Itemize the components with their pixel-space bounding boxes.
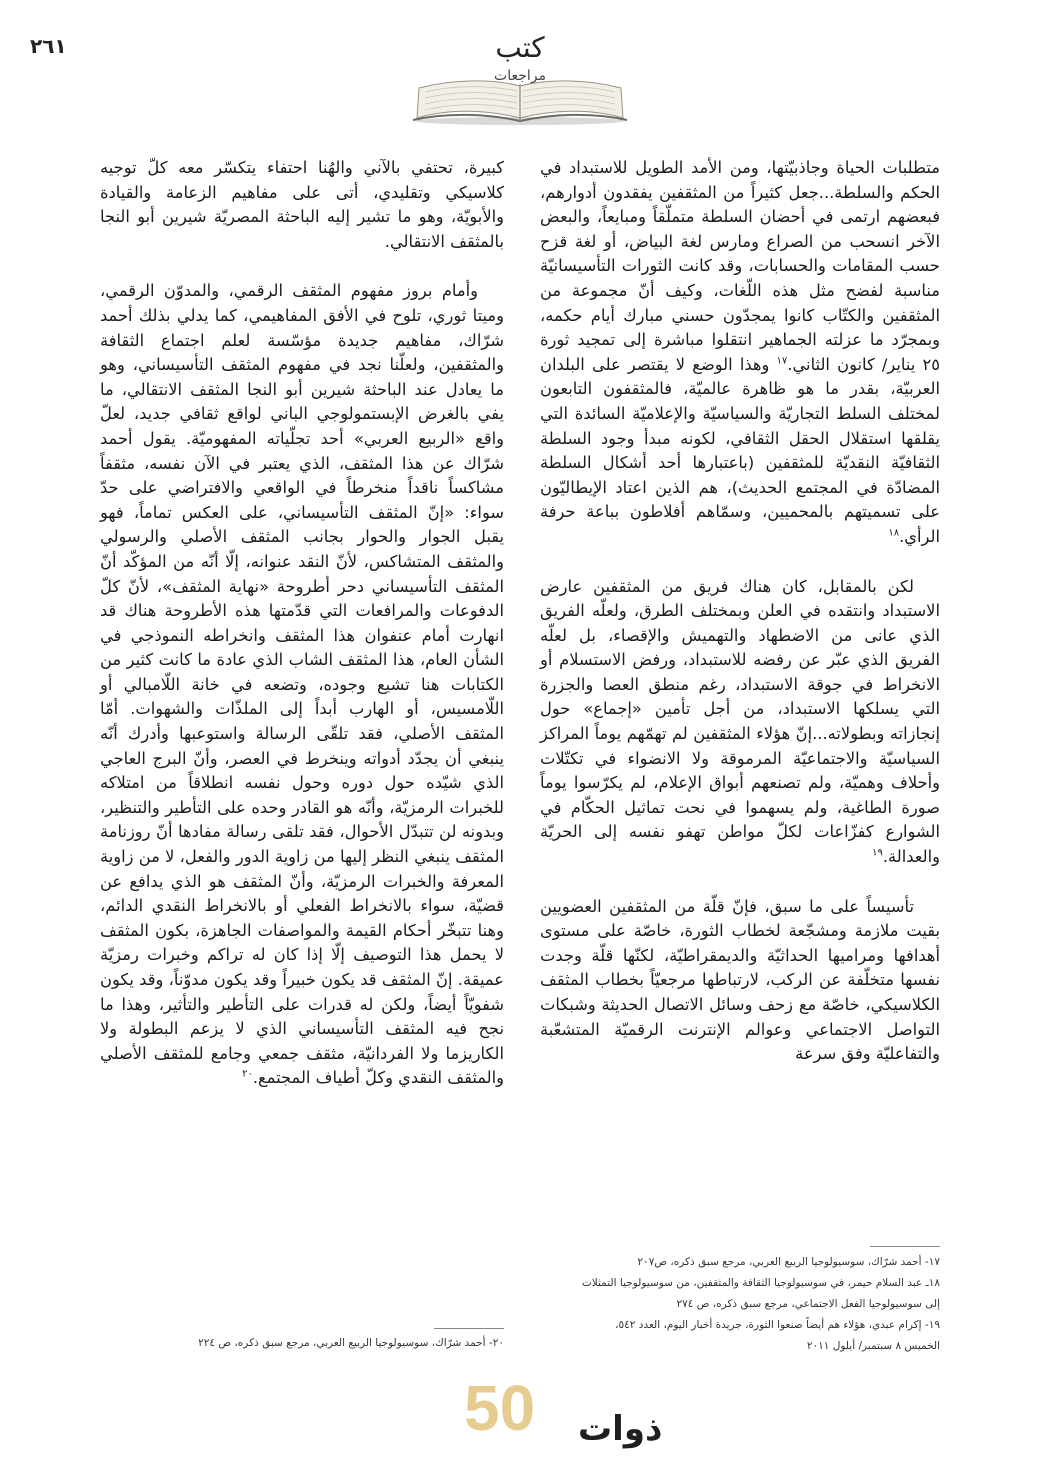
paragraph: وأمام بروز مفهوم المثقف الرقمي، والمدوّن الرقمي، وميتا ثوري، تلوح في الأفق المفاهيمي، كما يدلي بذلك أحمد شرّاك، مفاهيم جديدة مؤسّسة لعلم اجتماع الثقافة والمثقفين، ولعلّنا نجد في مفهوم المثقف التأسيساني، وهو ما يعادل عند الباحثة شيرين أبو النجا المثقف الانتقالي، ما يفي بالغرض الإبستمولوجي الباني لواقع ثقافي جديد، لعلّ واقع «الربيع العربي» أحد تجلّياته المفهوميّة. يقول أحمد شرّاك عن هذا المثقف، الذي يعتبر في الآن نفسه، مثقفاً مشاكساً ناقداً منخرطاً في الواقعي والافتراضي على حدّ سواء: «إنّ المثقف التأسيساني، على العكس تماماً، فهو يقبل الجوار والحوار بجانب المثقف الأصلي والرسولي والمثقف المتشاكس، لأنّ النقد عنوانه، إلّا أنّه من المؤكّد أنّ المثقف التأسيساني دحر أطروحة «نهاية المثقف»، لأنّ كلّ الدفوعات والمرافعات التي قدّمتها هذه الأطروحة هناك قد انهارت أمام عنفوان هذا المثقف وانخراطه النموذجي في الشأن العام، هذا المثقف الشاب الذي عادة ما كانت كثير من الكتابات هنا تشيع وجوده، وتضعه في خانة اللّامبالي أو اللّامسيس، أو الهارب أبداً إلى الملذّات والشهوات. أمّا المثقف الأصلي، فقد تلقّى الرسالة واستوعبها وأدرك أنّه ينبغي أن يجدّد أدواته وينخرط في العصر، وأنّ البرج العاجي الذي شيّده حول دوره وحول نفسه انطلاقاً من امتلاكه للخبرات الرمزيّة، وأنّه هو القادر وحده على التأطير والتنظير، وبدونه لن تتبدّل الأحوال، فقد تلقى رسالة مفادها أنّ روزنامة المثقف ينبغي النظر إليها من زاوية الدور والفعل، لا من زاوية المعرفة والخبرات الرمزيّة، وأنّ المثقف هو الذي يدافع عن قضيّة، سواء بالانخراط الفعلي أو بالانخراط النقدي الدائم، وهنا تتبخّر أحكام القيمة والمواصفات الجاهزة، بكون المثقف لا يحمل هذا التوصيف إلّا إذا كان له تراكم وخبرات رمزيّة عميقة. إنّ المثقف قد يكون خبيراً وقد يكون مدوّناً، وقد يكون شفويّاً أيضاً، ولكن له قدرات على التأطير والتأثير، وهذا ما نجح فيه المثقف التأسيساني الذي لا يزعم البطولة ولا الكاريزما ولا الفردانيّة، مثقف جمعي وجامع للمثقف الأصلي والمثقف النقدي وكلّ أطياف المجتمع.$^{٢٠}$ — [100, 281, 504, 1088]
logo-text: ذوات — [578, 1409, 663, 1449]
dhawat-50-logo — [460, 1372, 663, 1458]
footnotes-right — [540, 1252, 940, 1357]
footnote: ١٧- أحمد شرّاك، سوسيولوجيا الربيع العربي، مرجع سبق ذكره، ص٢٠٧ — [637, 1256, 940, 1268]
section-title: كتب — [495, 31, 545, 64]
article-column-left — [100, 156, 504, 1116]
footnote: ١٨ـ عبد السلام حيمر، في سوسيولوجيا الثقافة والمثقفين، من سوسيولوجيا التمثلات — [581, 1277, 940, 1289]
paragraph: لكن بالمقابل، كان هناك فريق من المثقفين عارض الاستبداد وانتقده في العلن وبمختلف الطرق، ولعلّه الفريق الذي عانى من الاضطهاد والتهميش والإقصاء، بل لعلّه الفريق الذي عبّر عن رفضه للاستبداد، ورفض الاستسلام أو الانخراط في جوقة الاستبداد، رغم منطق العصا والجزرة التي يسلكها الاستبداد، من أجل تأمين «إجماع» حول إنجازاته وبطولاته...إنّ هؤلاء المثقفين لم تهمّهم يوماً المراكز السياسيّة والاجتماعيّة المرموقة ولا الانضواء في تكتّلات وأحلاف وهميّة، ولم تصنعهم أبواق الإعلام، لم يكرّسوا يوماً صورة الطاغية، ولم يسهموا في نحت تماثيل الحكّام في الشوارع كفزّاعات لكلّ مواطن تهفو نفسه إلى الحريّة والعدالة.$^{١٩}$ — [540, 576, 940, 867]
footnote-ref[interactable]: ٢٠ — [242, 1068, 253, 1080]
footnote: إلى سوسيولوجيا الفعل الاجتماعي، مرجع سبق ذكره، ص ٢٧٤ — [676, 1298, 940, 1310]
footnote-divider — [434, 1328, 504, 1329]
page-number: ٢٦١ — [30, 34, 67, 58]
footnote: ١٩- إكرام عبدي، هؤلاء هم أيضاً صنعوا الثورة، جريدة أخبار اليوم، العدد ٥٤٢، — [615, 1319, 940, 1331]
footnote-ref[interactable]: ١٨ — [888, 527, 900, 539]
footnote-ref[interactable]: ١٧ — [776, 355, 788, 367]
footnote: ٢٠- أحمد شرّاك، سوسيولوجيا الربيع العربي، مرجع سبق ذكره، ص ٢٢٤ — [198, 1337, 504, 1349]
open-book-icon — [409, 74, 631, 126]
footnote-divider — [870, 1246, 940, 1247]
footnote: الخميس ٨ سبتمبر/ أيلول ٢٠١١ — [806, 1340, 940, 1352]
footnote-ref[interactable]: ١٩ — [872, 847, 883, 859]
paragraph: تأسيساً على ما سبق، فإنّ قلّة من المثقفين العضويين بقيت ملازمة ومشجّعة لخطاب الثورة، خاصّة على مستوى أهدافها ومراميها الحداثيّة والديمقراطيّة، لكنّها قلّة وجدت نفسها متخلّفة عن الركب، لارتباطها مرجعيّاً بخطاب المثقف الكلاسيكي، خاصّة مع زحف وسائل الاتصال الحديثة وشبكات التواصل الاجتماعي وعوالم الإنترنت الرقميّة المتشعّبة والتفاعليّة وفق سرعة — [540, 896, 940, 1064]
logo-number: 50 — [464, 1372, 536, 1444]
footnotes-left — [100, 1333, 504, 1354]
section-subtitle: مراجعات — [494, 68, 546, 84]
paragraph: كبيرة، تحتفي بالآني والهُنا احتفاء يتكسّر معه كلّ توجيه كلاسيكي وتقليدي، أتى على مفاهيم الزعامة والقيادة والأبويّة، وهو ما تشير إليه الباحثة المصريّة شيرين أبو النجا بالمثقف الانتقالي. — [100, 158, 504, 251]
article-column-right — [540, 156, 940, 1092]
paragraph: متطلبات الحياة وجاذبيّتها، ومن الأمد الطويل للاستبداد في الحكم والسلطة...جعل كثيراً من المثقفين يفقدون أدوارهم، فبعضهم ارتمى في أحضان السلطة متملّقاً ومبايعاً، والبعض الآخر انسحب من الصراع ومارس لغة البياض، أو لغة قزح حسب المقامات والحسابات، وقد كانت الثورات التأسيسانيّة مناسبة لفضح مثل هذه اللّغات، وكيف أنّ مجموعة من المثقفين والكتّاب كانوا يمجدّون حسني مبارك أيام حكمه، وبمجرّد ما عزلته الجماهير انتقلوا مباشرة إلى تمجيد ثورة ٢٥ يناير/ كانون الثاني.$^{١٧}$ وهذا الوضع لا يقتصر على البلدان العربيّة، بقدر ما هو ظاهرة عالميّة، فالمثقفون التابعون لمختلف السلط التجاريّة والسياسيّة والإعلاميّة السائدة التي يقلقها استقلال الحقل الثقافي، لكونه مبدأ وجود السلطة الثقافيّة النقديّة للمثقفين (باعتبارها أحد أشكال السلطة المضادّة في المجتمع الحديث)، هم الذين اعتاد الإيطاليّون على تسميتهم بالمحميين، وسمّاهم أفلاطون بباعة حرفة الرأي.$^{١٨}$ — [540, 158, 940, 546]
